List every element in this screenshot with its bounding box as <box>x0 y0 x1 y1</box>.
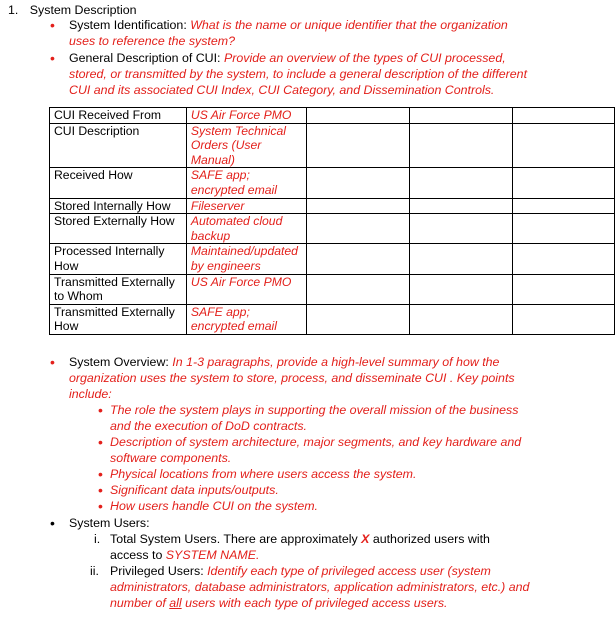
row-label-line: CUI Description <box>54 123 140 138</box>
empty-cell <box>513 123 615 168</box>
row-value <box>186 244 306 274</box>
row-label-line: CUI Received From <box>54 108 162 122</box>
list-item <box>98 498 610 514</box>
general-description-prompt-2: stored, or transmitted by the system, to include a general description of the different <box>69 67 528 81</box>
row-label <box>50 304 187 334</box>
bullet-dot: • <box>98 466 103 482</box>
bullet-dot: • <box>50 50 55 66</box>
general-description-label: General Description of CUI: <box>69 51 221 65</box>
row-label-line: Processed Internally <box>54 244 165 259</box>
empty-cell <box>410 304 513 334</box>
row-value-line: encrypted email <box>190 319 277 334</box>
empty-cell <box>513 108 615 124</box>
empty-cell <box>410 244 513 274</box>
row-label-line: Transmitted Externally <box>54 304 175 319</box>
table-row <box>50 168 615 198</box>
section-number: 1. <box>8 3 19 17</box>
empty-cell <box>513 214 615 244</box>
row-value-line: Maintained/updated <box>190 244 298 259</box>
list-item-text: Physical locations from where users access the system. <box>110 467 417 481</box>
row-value-line: US Air Force PMO <box>190 108 292 122</box>
row-label-line: Stored Externally How <box>54 214 175 229</box>
row-label-line: How <box>54 258 79 273</box>
system-overview-prompt: In 1-3 paragraphs, provide a high-level summary of how the <box>172 355 500 369</box>
section-heading <box>8 2 137 18</box>
row-value-line: US Air Force PMO <box>190 274 292 289</box>
all-emphasis: all <box>169 596 182 610</box>
table-row <box>50 274 615 304</box>
privileged-users <box>110 563 610 611</box>
empty-cell <box>410 214 513 244</box>
bullet-dot: • <box>98 402 103 418</box>
row-label <box>50 274 187 304</box>
general-description-prompt-3: CUI and its associated CUI Index, CUI Category, and Dissemination Controls. <box>69 83 495 97</box>
row-value-line: Fileserver <box>190 198 245 213</box>
row-label <box>50 108 187 124</box>
privileged-users-prompt-4: users with each type of privileged access users. <box>181 596 448 610</box>
list-item <box>98 402 610 434</box>
empty-cell <box>307 244 410 274</box>
empty-cell <box>307 214 410 244</box>
empty-cell <box>410 108 513 124</box>
row-value <box>186 214 306 244</box>
bullet-dot: • <box>50 354 55 370</box>
bullet-dot: • <box>98 498 103 514</box>
row-value-line: System Technical <box>190 123 286 138</box>
user-count-placeholder: X <box>361 532 370 546</box>
empty-cell <box>410 274 513 304</box>
section-title: System Description <box>29 3 137 17</box>
privileged-users-prompt-2: administrators, database administrators, application administrators, etc.) and <box>110 580 530 594</box>
empty-cell <box>307 198 410 214</box>
system-overview-prompt-3: include: <box>69 387 112 401</box>
system-identification-prompt-2: uses to reference the system? <box>69 34 235 48</box>
total-users <box>110 531 610 563</box>
system-users-label: System Users: <box>69 516 150 530</box>
list-item-text: and the execution of DoD contracts. <box>110 419 307 433</box>
row-value-line: encrypted email <box>190 182 277 197</box>
empty-cell <box>307 123 410 168</box>
row-label-line: Transmitted Externally <box>54 274 175 289</box>
row-label <box>50 244 187 274</box>
bullet-dot: • <box>98 482 103 498</box>
system-identification-prompt: What is the name or unique identifier that the organization <box>190 18 508 32</box>
list-item-text: The role the system plays in supporting the overall mission of the business <box>110 403 519 417</box>
bullet-dot: • <box>50 17 55 33</box>
row-value <box>186 304 306 334</box>
row-value-line: Orders (User <box>190 138 262 153</box>
general-description-prompt: Provide an overview of the types of CUI processed, <box>223 51 506 65</box>
row-value-line: by engineers <box>190 258 261 273</box>
empty-cell <box>513 274 615 304</box>
empty-cell <box>410 123 513 168</box>
list-item-text: software components. <box>110 451 232 465</box>
row-label <box>50 123 187 168</box>
list-item <box>98 482 610 498</box>
row-value-line: SAFE app; <box>190 168 250 183</box>
list-item <box>98 434 610 466</box>
row-value <box>186 108 306 124</box>
empty-cell <box>513 198 615 214</box>
row-label-line: Received How <box>54 168 133 183</box>
table-row <box>50 244 615 274</box>
system-overview-prompt-2: organization uses the system to store, process, and disseminate CUI . Key points <box>69 371 515 385</box>
system-name-placeholder: SYSTEM NAME. <box>165 548 260 562</box>
table-row <box>50 198 615 214</box>
row-value <box>186 274 306 304</box>
empty-cell <box>307 304 410 334</box>
bullet-dot: • <box>98 434 103 450</box>
row-label-line: to Whom <box>54 289 103 304</box>
row-label <box>50 168 187 198</box>
empty-cell <box>307 108 410 124</box>
row-value <box>186 198 306 214</box>
row-label <box>50 198 187 214</box>
list-item-text: Significant data inputs/outputs. <box>110 483 279 497</box>
empty-cell <box>307 168 410 198</box>
list-item-text: Description of system architecture, major segments, and key hardware and <box>110 435 522 449</box>
privileged-users-prompt: Identify each type of privileged access user (system <box>207 564 491 578</box>
privileged-users-prompt-3: number of <box>110 596 170 610</box>
system-overview <box>69 354 609 402</box>
total-users-marker: i. <box>94 532 101 546</box>
table-row <box>50 304 615 334</box>
total-users-access: access to <box>110 548 166 562</box>
table-row <box>50 108 615 124</box>
system-overview-label: System Overview: <box>69 355 169 369</box>
system-identification-label: System Identification: <box>69 18 187 32</box>
table-row <box>50 214 615 244</box>
row-value <box>186 168 306 198</box>
cui-table <box>49 107 615 335</box>
empty-cell <box>410 198 513 214</box>
total-users-text-2: authorized users with <box>369 532 490 546</box>
overview-points-list <box>98 402 610 514</box>
row-label <box>50 214 187 244</box>
system-identification <box>69 17 609 49</box>
row-label-line: How <box>54 319 79 334</box>
empty-cell <box>410 168 513 198</box>
row-value-line: SAFE app; <box>190 304 250 319</box>
bullet-dot: • <box>50 515 55 531</box>
empty-cell <box>513 304 615 334</box>
row-value-line: Automated cloud <box>190 214 283 229</box>
list-item-text: How users handle CUI on the system. <box>110 499 318 513</box>
general-description <box>69 50 609 98</box>
row-value-line: Manual) <box>190 152 235 167</box>
privileged-users-marker: ii. <box>90 564 99 578</box>
empty-cell <box>307 274 410 304</box>
empty-cell <box>513 168 615 198</box>
table-row <box>50 123 615 168</box>
empty-cell <box>513 244 615 274</box>
row-value-line: backup <box>190 228 231 243</box>
list-item <box>98 466 610 482</box>
row-value <box>186 123 306 168</box>
privileged-users-label: Privileged Users: <box>110 564 204 578</box>
row-label-line: Stored Internally How <box>54 198 171 213</box>
total-users-text: Total System Users. There are approximately <box>110 532 362 546</box>
